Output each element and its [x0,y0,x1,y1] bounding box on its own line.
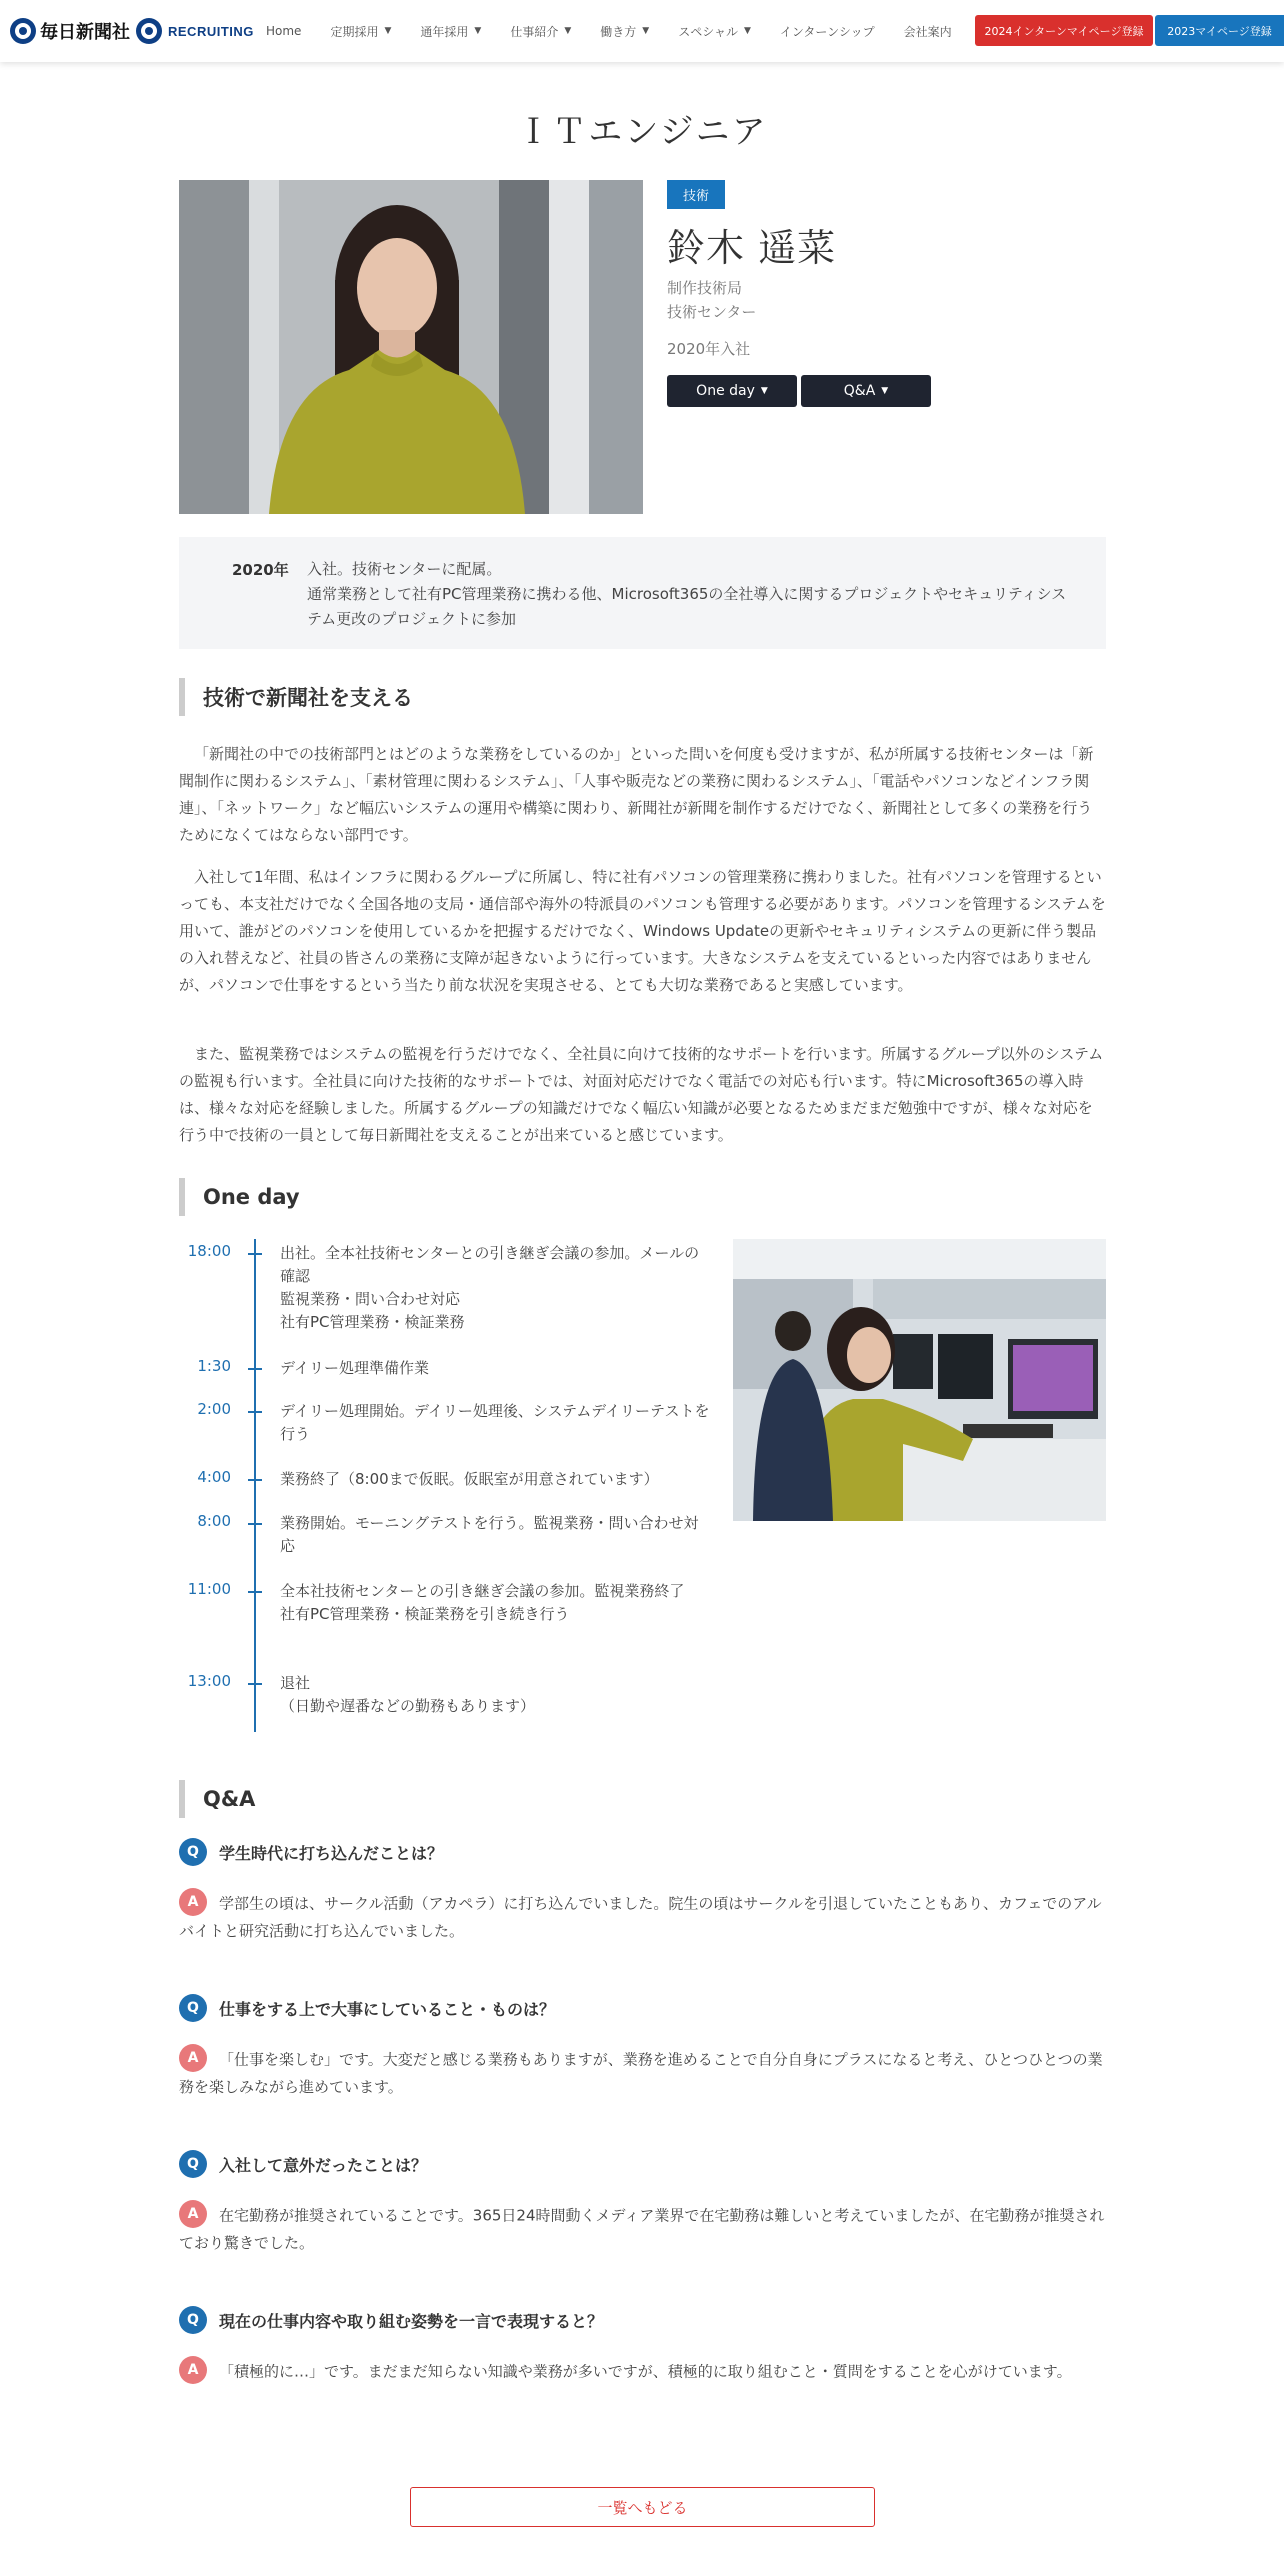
timeline-text: 全本社技術センターとの引き継ぎ会議の参加。監視業務終了 社有PC管理業務・検証業務を引き続き行う [280,1582,685,1623]
nav-label: 通年採用 [420,24,469,39]
section-heading-main: 技術で新聞社を支える [179,678,1106,716]
button-label: One day [696,383,755,399]
timeline-tick [248,1523,262,1525]
nav-label: Home [266,24,302,38]
career-line: 通常業務として社有PC管理業務に携わる他、Microsoft365の全社導入に関するプロジェクトやセキュリティシステム更改のプロジェクトに参加 [307,585,1067,628]
answer [179,1890,1106,1945]
oneday-timeline [179,1237,709,1732]
answer [179,2046,1106,2101]
office-work-photo [733,1239,1106,1521]
career-text [307,557,1077,632]
nav-internship[interactable] [780,23,875,40]
profile-info [667,180,935,407]
mainichi-logo-icon [10,18,36,44]
nav-label: 会社案内 [903,24,952,39]
nav-label: インターンシップ [779,24,875,39]
section-heading-qa: Q&A [179,1780,1106,1818]
timeline-tick [248,1411,262,1413]
qa-item [179,1994,1106,2101]
intern-mypage-button[interactable]: 2024インターンマイページ登録 [975,15,1153,46]
chevron-down-icon: ▼ [384,26,392,36]
main-nav [266,0,981,62]
department-center: 技術センター [667,303,757,321]
answer-icon: A [179,2356,207,2384]
timeline-tick [248,1479,262,1481]
chevron-down-icon: ▼ [564,26,572,36]
employee-name: 鈴木 遥菜 [667,226,837,270]
department-bureau: 制作技術局 [667,279,743,297]
category-badge: 技術 [667,180,725,209]
question-text: 仕事をする上で大事にしていること・ものは？ [219,1999,556,2019]
button-label: Q&A [843,383,876,399]
brand-name: 毎日新聞社 [40,22,130,43]
timeline-text: 業務終了（8:00まで仮眠。仮眠室が用意されています） [280,1470,659,1488]
site-header [0,0,1284,62]
answer-text: 在宅勤務が推奨されていることです。365日24時間動くメディア業界で在宅勤務は難しいと考えていましたが、在宅勤務が推奨されており驚きでした。 [179,2206,1105,2252]
nav-company[interactable] [904,23,952,40]
qa-jump-button[interactable] [801,375,931,407]
question-text: 学生時代に打ち込んだことは？ [219,1843,444,1863]
nav-work-style[interactable] [600,23,649,40]
timeline-text: 業務開始。モーニングテストを行う。監視業務・問い合わせ対応 [280,1514,699,1555]
timeline-time: 11:00 [187,1580,231,1598]
qa-item [179,2306,1106,2386]
nav-home[interactable] [266,24,301,38]
nav-special[interactable] [678,23,751,40]
career-year: 2020年 [232,561,289,579]
page-title: ＩＴエンジニア [516,112,768,152]
timeline-time: 4:00 [197,1468,231,1486]
brand-sub: RECRUITING [168,23,254,39]
oneday-jump-button[interactable] [667,375,797,407]
question-icon: Q [179,1838,207,1866]
timeline-tick [248,1253,262,1255]
section-heading-oneday: One day [179,1178,1106,1216]
body-paragraph: 入社して1年間、私はインフラに関わるグループに所属し、特に社有パソコンの管理業務に携わりました。社有パソコンを管理するといっても、本支社だけでなく全国各地の支局・通信部や海外の特派員のパソコンも管理する必要があります。パソコンを管理するシステムを用いて、誰がどのパソコンを使用しているかを把握するだけでなく、Windows Updateの更新やセキュリティシステムの更新に伴う製品の入れ替えなど、社員の皆さんの業務に支障が起きないように行っています。大きなシステムを支えているといった内容ではありませんが、パソコンで仕事をするという当たり前な状況を実現させる、とても大切な業務であると実感しています。 [179,868,1106,994]
profile-photo [179,180,643,514]
nav-label: スペシャル [678,24,738,39]
question [179,2150,1106,2178]
career-line: 入社。技術センターに配属。 [307,560,502,578]
timeline-tick [248,1368,262,1370]
timeline-time: 1:30 [197,1357,231,1375]
qa-item [179,1838,1106,1945]
timeline-text: デイリー処理準備作業 [280,1359,429,1377]
recruiting-logo-icon [136,18,162,44]
answer-icon: A [179,2200,207,2228]
nav-label: 仕事紹介 [510,24,559,39]
body-paragraph: 「新聞社の中での技術部門とはどのような業務をしているのか」といった問いを何度も受けますが、私が所属する技術センターは「新聞制作に関わるシステム」、「素材管理に関わるシステム」、「人事や販売などの業務に関わるシステム」、「電話やパソコンなどインフラ関連」、「ネットワーク」など幅広いシステムの運用や構築に関わり、新聞社が新聞を制作するだけでなく、新聞社として多くの業務を行うためになくてはならない部門です。 [179,745,1094,844]
question-text: 入社して意外だったことは？ [219,2155,428,2175]
nav-label: 働き方 [600,24,637,39]
site-logo[interactable] [10,16,254,46]
question [179,1994,1106,2022]
chevron-down-icon: ▼ [474,26,482,36]
chevron-down-icon: ▼ [743,26,751,36]
career-box [179,537,1106,649]
body-paragraph: また、監視業務ではシステムの監視を行うだけでなく、全社員に向けて技術的なサポートを行います。所属するグループ以外のシステムの監視も行います。全社員に向けた技術的なサポートでは、対面対応だけでなく電話での対応も行います。特にMicrosoft365の導入時は、様々な対応を経験しました。所属するグループの知識だけでなく幅広い知識が必要となるためまだまだ勉強中ですが、様々な対応を行う中で技術の一員として毎日新聞社を支えることが出来ていると感じています。 [179,1045,1104,1144]
chevron-down-icon: ▼ [760,386,768,396]
question-icon: Q [179,2306,207,2334]
question [179,1838,1106,1866]
chevron-down-icon: ▼ [881,386,889,396]
answer [179,2358,1106,2386]
timeline-text: 退社 （日勤や遅番などの勤務もあります） [280,1674,536,1715]
answer-icon: A [179,1888,207,1916]
qa-item [179,2150,1106,2257]
answer [179,2202,1106,2257]
timeline-tick [248,1591,262,1593]
nav-label: 定期採用 [330,24,379,39]
timeline-time: 13:00 [187,1672,231,1690]
join-year: 2020年入社 [667,340,751,358]
nav-job-intro[interactable] [510,23,571,40]
answer-text: 「積極的に…」です。まだまだ知らない知識や業務が多いですが、積極的に取り組むこと・質問をすることを心がけています。 [219,2362,1072,2381]
question-icon: Q [179,1994,207,2022]
mypage-register-button[interactable]: 2023マイページ登録 [1155,15,1284,46]
timeline-time: 18:00 [187,1242,231,1260]
timeline-text: デイリー処理開始。デイリー処理後、システムデイリーテストを行う [280,1402,710,1443]
answer-text: 「仕事を楽しむ」です。大変だと感じる業務もありますが、業務を進めることで自分自身にプラスになると考え、ひとつひとつの業務を楽しみながら進めています。 [179,2050,1103,2096]
back-to-list-button[interactable]: 一覧へもどる [410,2487,875,2527]
answer-icon: A [179,2044,207,2072]
timeline-tick [248,1683,262,1685]
timeline-text: 出社。全本社技術センターとの引き継ぎ会議の参加。メールの確認 監視業務・問い合わせ対応 社有PC管理業務・検証業務 [280,1244,700,1331]
question-text: 現在の仕事内容や取り組む姿勢を一言で表現すると？ [219,2311,604,2331]
answer-text: 学部生の頃は、サークル活動（アカペラ）に打ち込んでいました。院生の頃はサークルを引退していたこともあり、カフェでのアルバイトと研究活動に打ち込んでいました。 [179,1894,1102,1940]
nav-yearround-hiring[interactable] [420,23,481,40]
timeline-time: 2:00 [197,1400,231,1418]
chevron-down-icon: ▼ [642,26,650,36]
question [179,2306,1106,2334]
nav-regular-hiring[interactable] [330,23,391,40]
timeline-time: 8:00 [197,1512,231,1530]
question-icon: Q [179,2150,207,2178]
timeline-line [254,1239,256,1732]
